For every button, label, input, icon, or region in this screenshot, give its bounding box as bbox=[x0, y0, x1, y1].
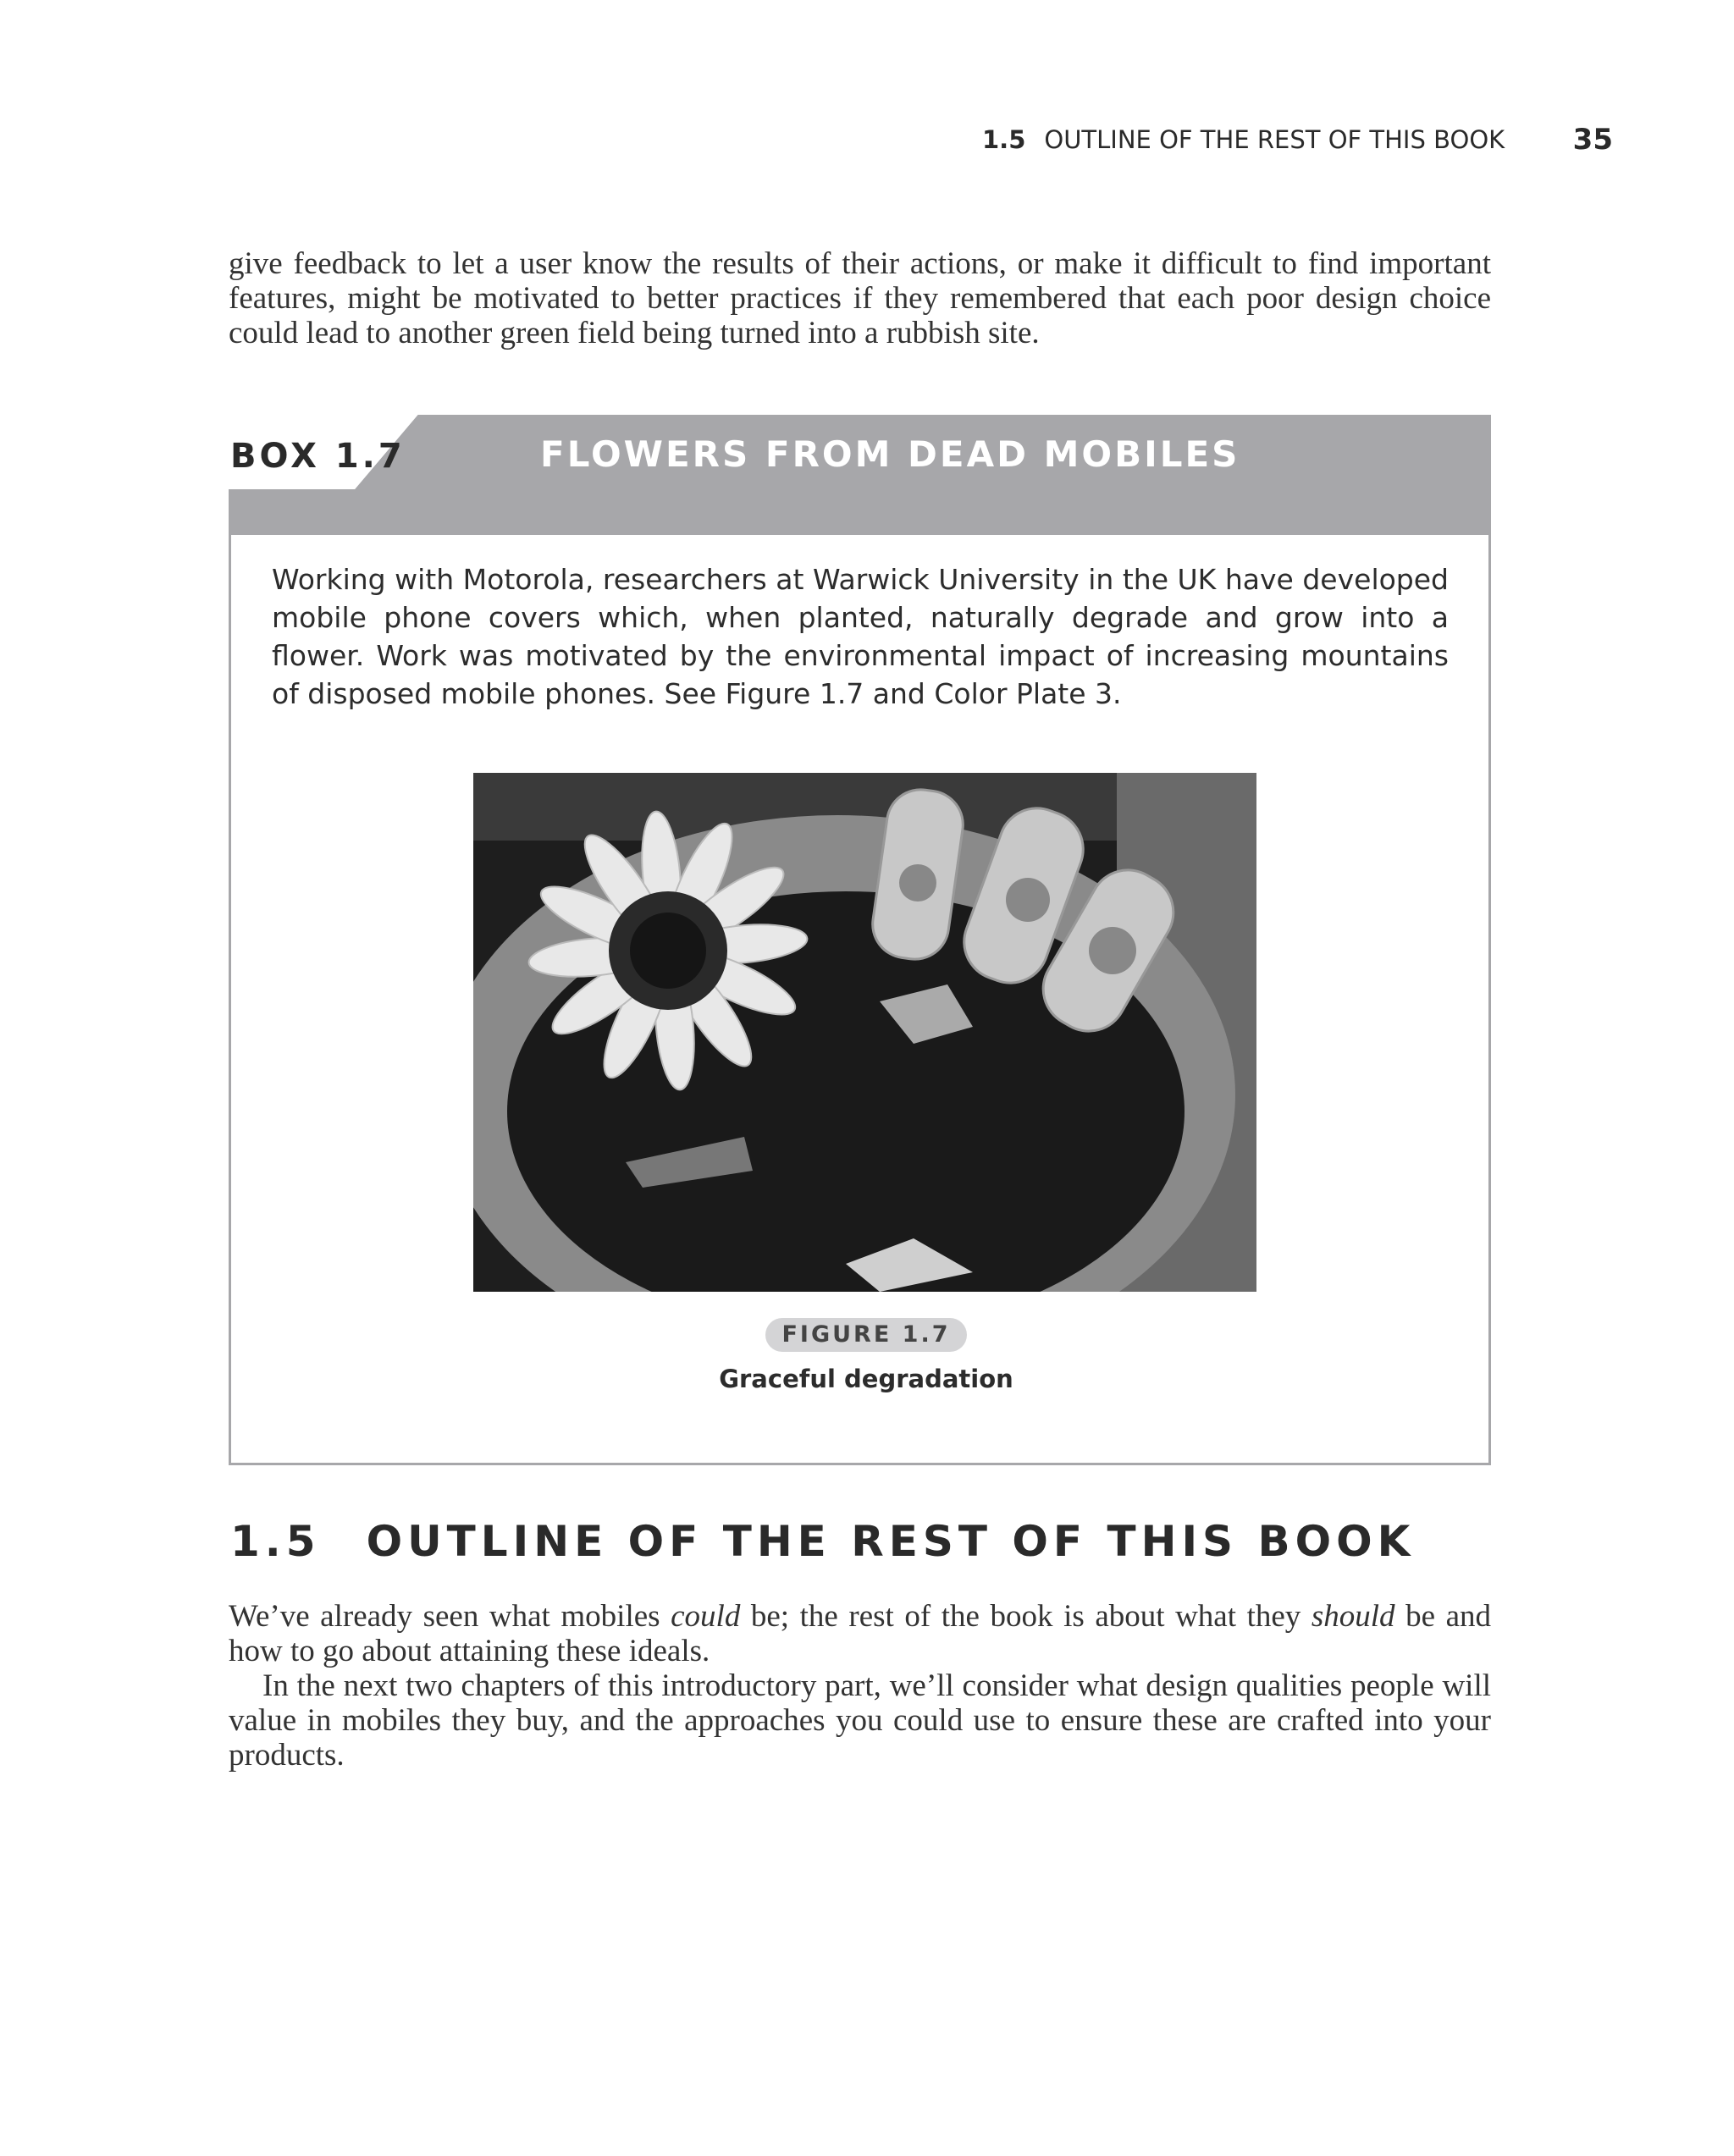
running-head bbox=[982, 125, 1505, 154]
section-paragraph-1-part-a: We’ve already seen what mobiles bbox=[229, 1599, 671, 1634]
intro-paragraph bbox=[229, 246, 1491, 350]
intro-paragraph-text: give feedback to let a user know the results of their actions, or make it difficult to find important features, might be motivated to better practices if they remembered that each poor design choice could lead to another green field being turned into a rubbish site. bbox=[229, 246, 1491, 350]
section-paragraph-1 bbox=[229, 1599, 1491, 1668]
section-paragraph-1-part-c: be and how to go about attaining these ideals. bbox=[229, 1599, 1491, 1668]
box-1-7 bbox=[229, 415, 1491, 1468]
section-paragraph-1-part-b: be; the rest of the book is about what they bbox=[740, 1599, 1312, 1634]
box-text-paragraph: Working with Motorola, researchers at Warwick University in the UK have developed mobile phone covers which, when planted, naturally degrade and grow into a flower. Work was motivated by the environmental impact of increasing mountains of disposed mobile phones. See Figure 1.7 and Color Plate 3. bbox=[272, 563, 1449, 710]
box-body bbox=[229, 535, 1491, 1465]
section-paragraph-2: In the next two chapters of this introductory part, we’ll consider what design qualities people will value in mobiles they buy, and the approaches you could use to ensure these are crafted into your products. bbox=[229, 1668, 1491, 1773]
section-paragraph-1-emphasis-should: should bbox=[1311, 1599, 1395, 1634]
figure-photo bbox=[473, 773, 1256, 1292]
figure-caption: Graceful degradation bbox=[719, 1365, 1013, 1393]
section-paragraph-1-emphasis-could: could bbox=[671, 1599, 741, 1634]
section-heading bbox=[230, 1517, 1415, 1566]
box-title: FLOWERS FROM DEAD MOBILES bbox=[540, 433, 1240, 475]
section-body bbox=[229, 1599, 1491, 1773]
page-number: 35 bbox=[1572, 123, 1613, 157]
box-label: BOX 1.7 bbox=[230, 437, 406, 476]
section-heading-title: OUTLINE OF THE REST OF THIS BOOK bbox=[366, 1517, 1416, 1566]
box-text bbox=[272, 560, 1449, 713]
running-head-title: OUTLINE OF THE REST OF THIS BOOK bbox=[1044, 125, 1505, 154]
section-heading-number: 1.5 bbox=[230, 1517, 321, 1566]
running-head-number: 1.5 bbox=[982, 125, 1026, 154]
figure-label: FIGURE 1.7 bbox=[765, 1318, 967, 1352]
